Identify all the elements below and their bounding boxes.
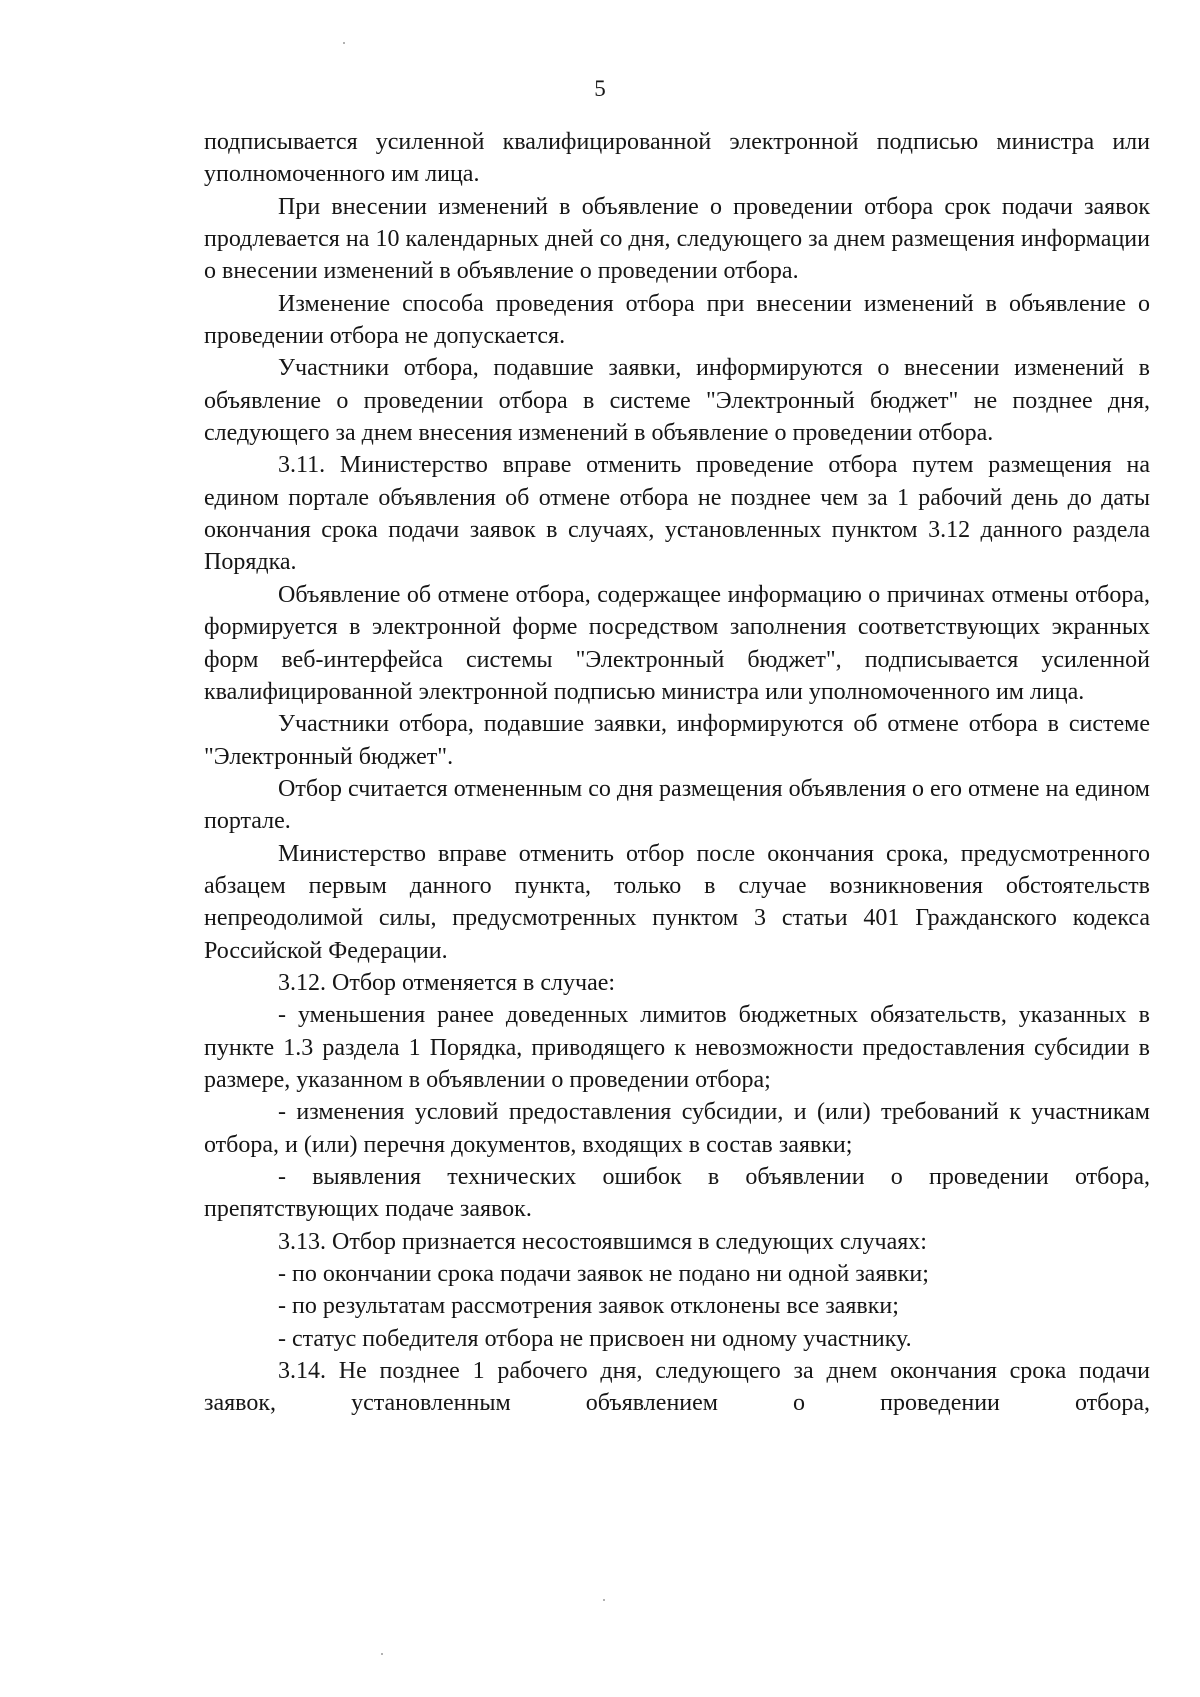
paragraph: При внесении изменений в объявление о проведении отбора срок подачи заявок продлевается на 10 календарных дней со дня, следующего за днем размещения информации о внесении изменений в объявление о проведении отбора. (204, 193, 1150, 285)
paragraph: подписывается усиленной квалифицированной электронной подписью министра или уполномоченного им лица. (204, 129, 1150, 188)
paragraph: Министерство вправе отменить отбор после окончания срока, предусмотренного абзацем первым данного пункта, только в случае возникновения обстоятельств непреодолимой силы, предусмотренных пунктом 3 статьи 401 Гражданского кодекса Российской Федерации. (204, 840, 1150, 964)
paragraph-section-3-13: 3.13. Отбор признается несостоявшимся в следующих случаях: (278, 1228, 927, 1255)
paragraph: Отбор считается отмененным со дня размещения объявления о его отмене на едином портале. (204, 775, 1150, 835)
paragraph-section-3-11: 3.11. Министерство вправе отменить проведение отбора путем размещения на едином портале объявления об отмене отбора не позднее чем за 1 рабочий день до даты окончания срока подачи заявок в случаях, установленных пунктом 3.12 данного раздела Порядка. (204, 452, 1150, 576)
document-body (204, 126, 1150, 1420)
list-item: - уменьшения ранее доведенных лимитов бюджетных обязательств, указанных в пункте 1.3 раздела 1 Порядка, приводящего к невозможности предоставления субсидии в размере, указанном в объявлении о проведении отбора; (204, 1002, 1150, 1093)
paragraph-section-3-12: 3.12. Отбор отменяется в случае: (278, 969, 616, 996)
page-number: 5 (594, 76, 606, 101)
scan-speck (343, 42, 345, 44)
scan-speck (381, 1653, 383, 1655)
list-item: - статус победителя отбора не присвоен ни одному участнику. (278, 1325, 912, 1352)
paragraph: Участники отбора, подавшие заявки, информируются о внесении изменений в объявление о проведении отбора в системе "Электронный бюджет" не позднее дня, следующего за днем внесения изменений в объявление о проведении отбора. (204, 355, 1150, 447)
list-item: - выявления технических ошибок в объявлении о проведении отбора, препятствующих подаче заявок. (204, 1164, 1150, 1223)
scan-speck (603, 1599, 605, 1601)
paragraph-section-3-14: 3.14. Не позднее 1 рабочего дня, следующего за днем окончания срока подачи заявок, установленным объявлением о проведении отбора, (204, 1358, 1150, 1417)
list-item: - по окончании срока подачи заявок не подано ни одной заявки; (278, 1261, 929, 1288)
list-item: - изменения условий предоставления субсидии, и (или) требований к участникам отбора, и (или) перечня документов, входящих в состав заявки; (204, 1099, 1150, 1158)
paragraph: Участники отбора, подавшие заявки, информируются об отмене отбора в системе "Электронный бюджет". (204, 711, 1150, 770)
list-item: - по результатам рассмотрения заявок отклонены все заявки; (278, 1293, 899, 1320)
paragraph: Изменение способа проведения отбора при внесении изменений в объявление о проведении отбора не допускается. (204, 290, 1150, 350)
paragraph: Объявление об отмене отбора, содержащее информацию о причинах отмены отбора, формируется в электронной форме посредством заполнения соответствующих экранных форм веб-интерфейса системы "Электронный бюджет", подписывается усиленной квалифицированной электронной подписью министра или уполномоченного им лица. (204, 581, 1150, 705)
